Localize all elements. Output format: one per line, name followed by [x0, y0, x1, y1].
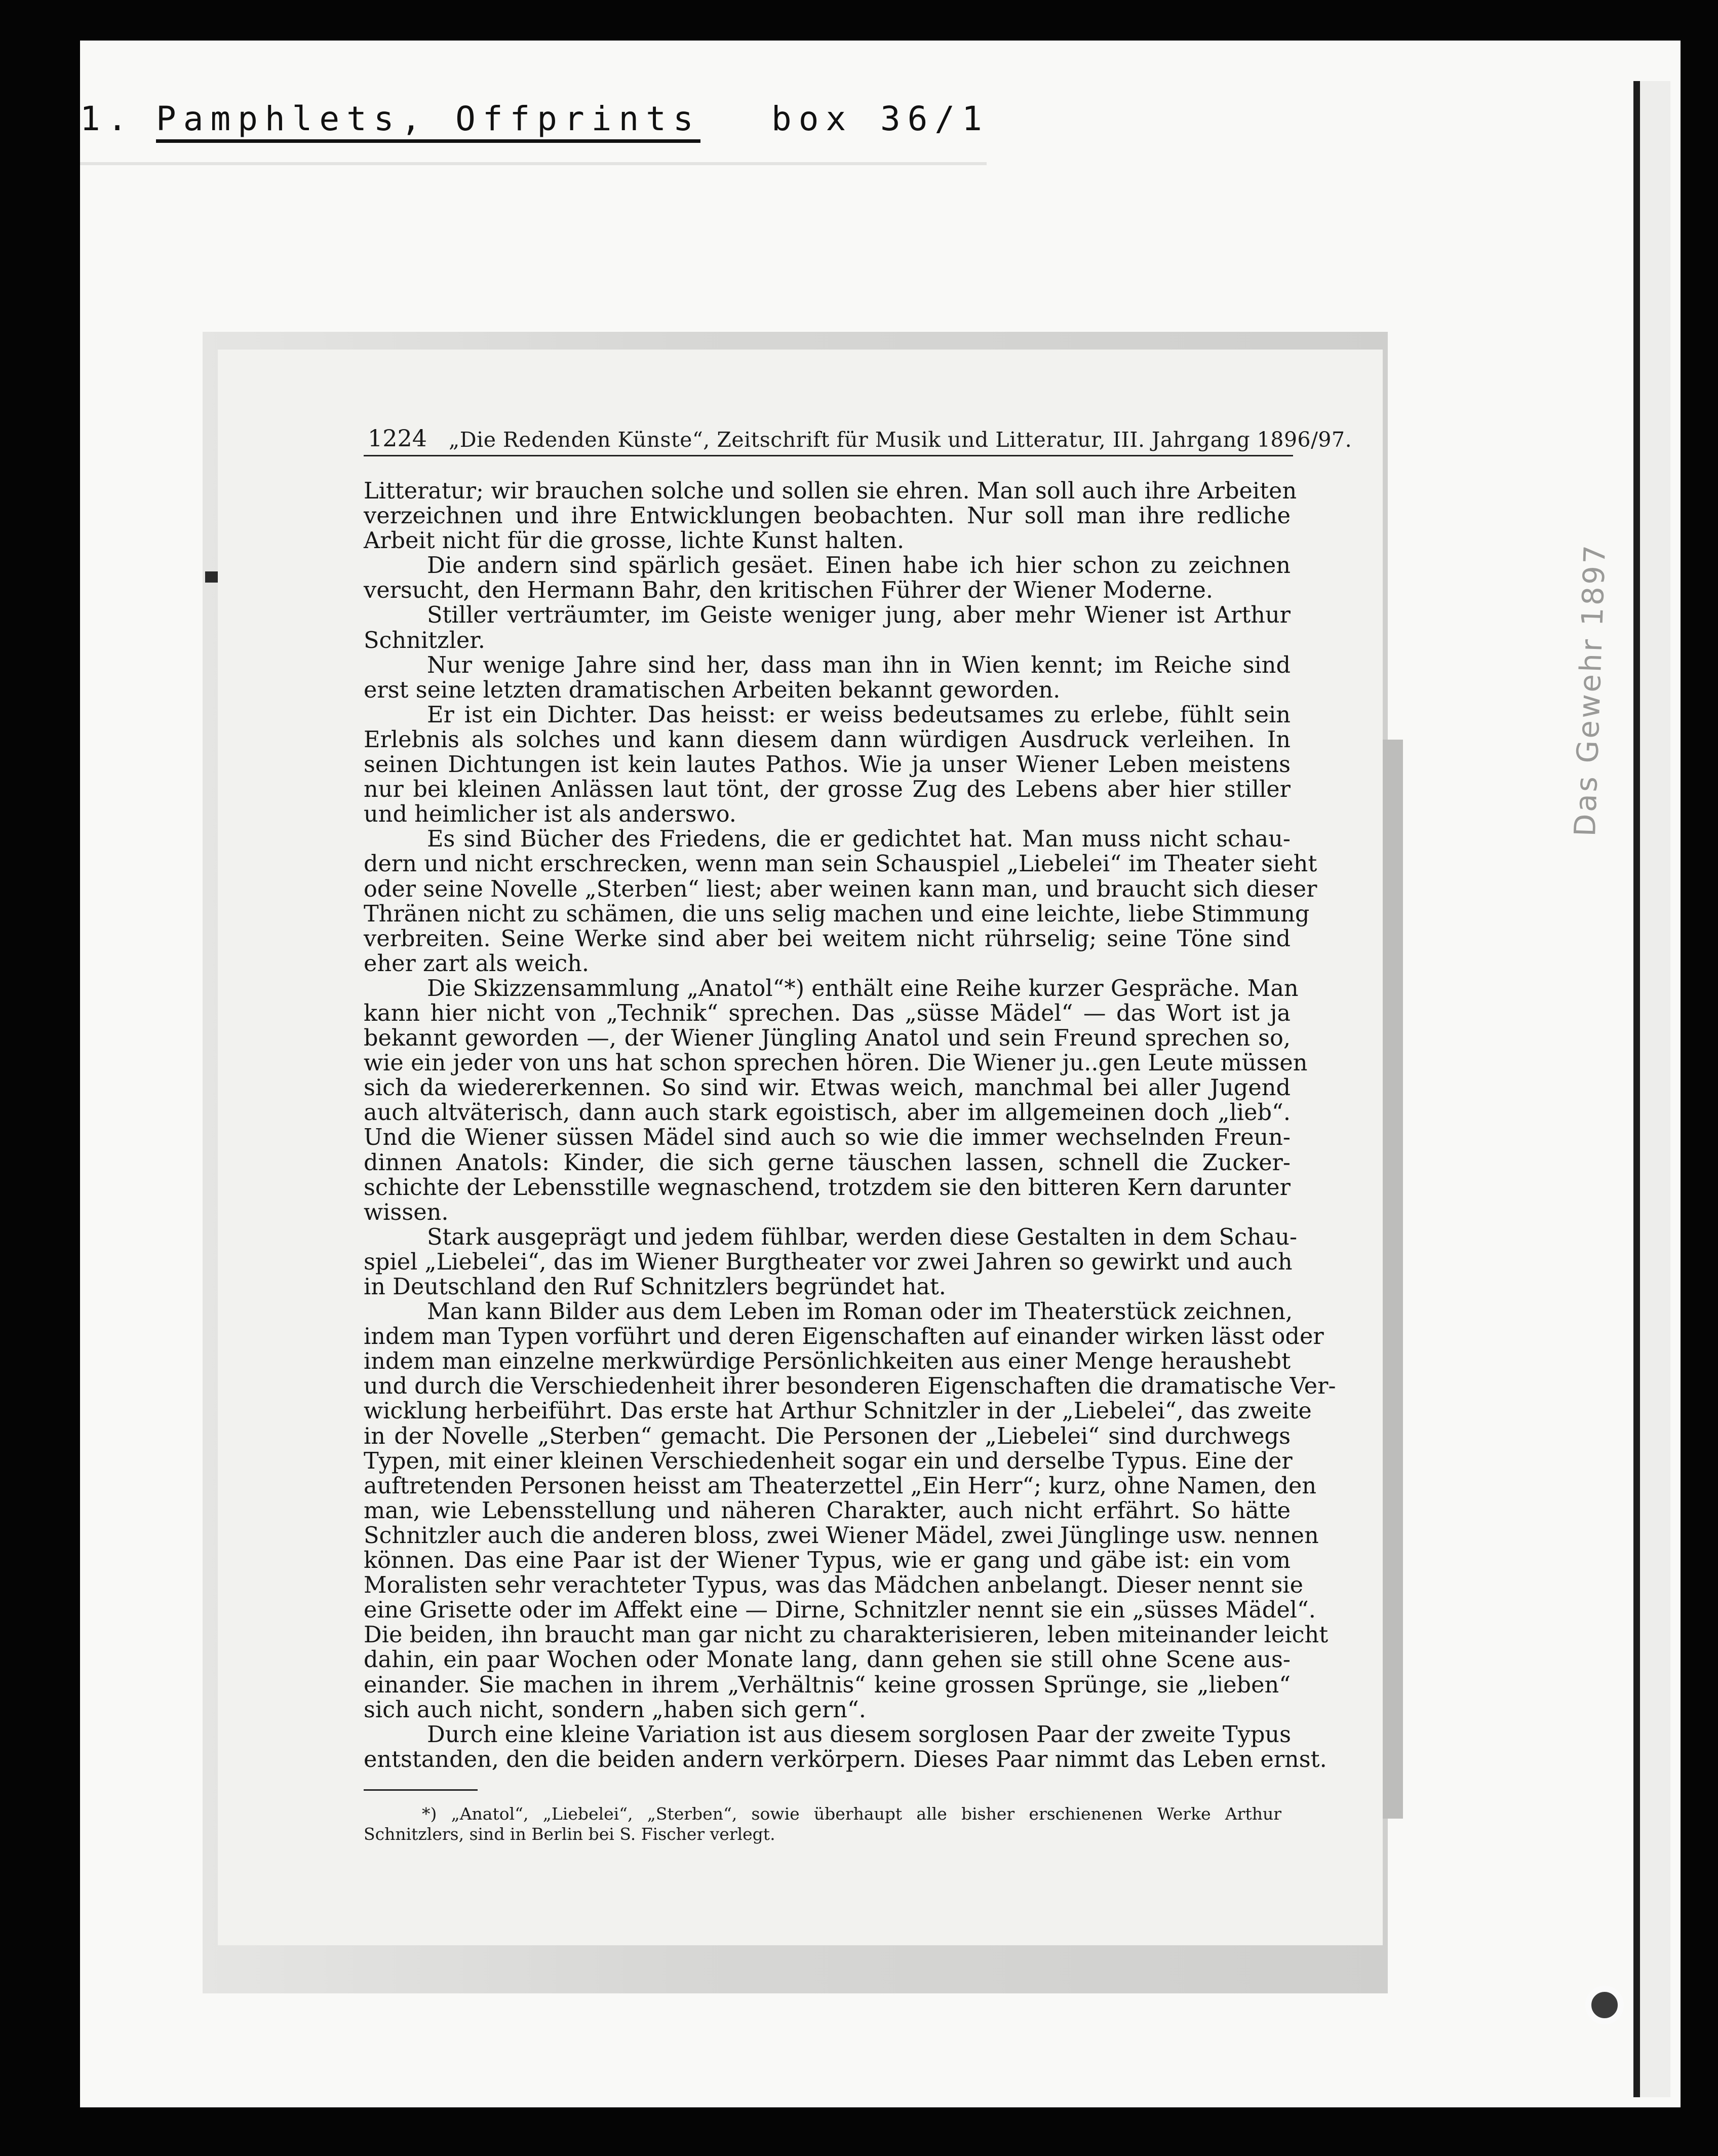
text-line: schichte der Lebensstille wegnaschend, trotzdem sie den bitteren Kern darunter [364, 1174, 1291, 1201]
text-line: dahin, ein paar Wochen oder Monate lang, dann gehen sie still ohne Scene aus- [364, 1646, 1291, 1673]
text-line: Die andern sind spärlich gesäet. Einen habe ich hier schon zu zeichnen [427, 552, 1291, 579]
text-line: indem man Typen vorführt und deren Eigenschaften auf einander wirken lässt oder [364, 1323, 1324, 1350]
footnote-line: *) „Anatol“, „Liebelei“, „Sterben“, sowie überhaupt alle bisher erschienenen Werke Arthur [422, 1804, 1281, 1824]
text-line: und durch die Verschiedenheit ihrer besonderen Eigenschaften die dramatische Ver- [364, 1373, 1336, 1400]
text-line: eine Grisette oder im Affekt eine — Dirne, Schnitzler nennt sie ein „süsses Mädel“. [364, 1597, 1316, 1624]
article-body [364, 478, 1336, 1773]
text-line: in der Novelle „Sterben“ gemacht. Die Personen der „Liebelei“ sind durchwegs [364, 1422, 1291, 1449]
text-line: kann hier nicht von „Technik“ sprechen. Das „süsse Mädel“ — das Wort ist ja [364, 999, 1291, 1026]
text-line: verbreiten. Seine Werke sind aber bei weitem nicht rührselig; seine Töne sind [364, 925, 1291, 952]
text-line: Und die Wiener süssen Mädel sind auch so wie die immer wechselnden Freun- [364, 1124, 1291, 1151]
text-line: auch altväterisch, dann auch stark egoistisch, aber im allgemeinen doch „lieb“. [364, 1099, 1291, 1126]
footnote-rule [364, 1789, 478, 1791]
text-line: oder seine Novelle „Sterben“ liest; aber weinen kann man, und braucht sich dieser [364, 875, 1317, 902]
journal-title: „Die Redenden Künste“, Zeitschrift für Musik und Litteratur, III. Jahrgang 1896/97. [449, 428, 1352, 452]
text-line: dern und nicht erschrecken, wenn man sein Schauspiel „Liebelei“ im Theater sieht [364, 851, 1317, 877]
text-line: Thränen nicht zu schämen, die uns selig machen und eine leichte, liebe Stimmung [364, 900, 1310, 927]
page-number: 1224 [368, 425, 427, 452]
text-line: Litteratur; wir brauchen solche und sollen sie ehren. Man soll auch ihre Arbeiten [364, 478, 1297, 504]
text-line: Er ist ein Dichter. Das heisst: er weiss bedeutsames zu erlebe, fühlt sein [427, 701, 1291, 728]
text-line: Erlebnis als solches und kann diesem dann würdigen Ausdruck verleihen. In [364, 726, 1291, 753]
text-line: dinnen Anatols: Kinder, die sich gerne täuschen lassen, schnell die Zucker- [364, 1149, 1291, 1176]
text-line: wissen. [364, 1199, 449, 1225]
text-line: Schnitzler. [364, 627, 485, 653]
margin-handwriting: Das Gewehr 1897 [1568, 543, 1613, 837]
text-line: Schnitzler auch die anderen bloss, zwei Wiener Mädel, zwei Jünglinge usw. nennen [364, 1522, 1319, 1549]
text-line: Typen, mit einer kleinen Verschiedenheit sogar ein und derselbe Typus. Eine der [364, 1447, 1293, 1474]
text-line: Nur wenige Jahre sind her, dass man ihn in Wien kennt; im Reiche sind [427, 651, 1291, 678]
archive-label-box: box 36/1 [771, 99, 989, 138]
text-line: wicklung herbeiführt. Das erste hat Arthur Schnitzler in der „Liebelei“, das zweite [364, 1398, 1312, 1424]
footnote [364, 1804, 1281, 1844]
text-line: in Deutschland den Ruf Schnitzlers begründet hat. [364, 1274, 946, 1300]
text-line: Stark ausgeprägt und jedem fühlbar, werden diese Gestalten in dem Schau- [427, 1223, 1298, 1250]
text-line: Durch eine kleine Variation ist aus diesem sorglosen Paar der zweite Typus [427, 1721, 1292, 1748]
text-line: auftretenden Personen heisst am Theaterzettel „Ein Herr“; kurz, ohne Namen, den [364, 1472, 1317, 1499]
text-line: Die Skizzensammlung „Anatol“*) enthält eine Reihe kurzer Gespräche. Man [427, 975, 1299, 1002]
archive-label [80, 99, 987, 155]
footnote-line: Schnitzlers, sind in Berlin bei S. Fischer verlegt. [364, 1824, 775, 1844]
text-line: entstanden, den die beiden andern verkörpern. Dieses Paar nimmt das Leben ernst. [364, 1746, 1327, 1773]
punch-hole-icon [1585, 1986, 1624, 2024]
text-line: seinen Dichtungen ist kein lautes Pathos. Wie ja unser Wiener Leben meistens [364, 751, 1291, 778]
header-rule [364, 455, 1293, 456]
text-line: verzeichnen und ihre Entwicklungen beobachten. Nur soll man ihre redliche [364, 503, 1291, 529]
text-line: Arbeit nicht für die grosse, lichte Kunst halten. [364, 527, 905, 554]
text-line: einander. Sie machen in ihrem „Verhältnis“ keine grossen Sprünge, sie „lieben“ [364, 1671, 1291, 1698]
card-edge-shadow [1633, 81, 1641, 2097]
text-line: spiel „Liebelei“, das im Wiener Burgtheater vor zwei Jahren so gewirkt und auch [364, 1248, 1293, 1275]
text-line: wie ein jeder von uns hat schon sprechen hören. Die Wiener ju..gen Leute müssen [364, 1050, 1308, 1076]
text-line: Man kann Bilder aus dem Leben im Roman oder im Theaterstück zeichnen, [427, 1298, 1293, 1325]
text-line: eher zart als weich. [364, 950, 590, 977]
label-strip [80, 162, 987, 165]
text-line: Moralisten sehr verachteter Typus, was das Mädchen anbelangt. Dieser nennt sie [364, 1572, 1304, 1599]
card-edge-margin [1640, 81, 1670, 2097]
text-line: sich da wiedererkennen. So sind wir. Etwas weich, manchmal bei aller Jugend [364, 1074, 1291, 1101]
archive-label-title: Pamphlets, Offprints [156, 99, 700, 143]
text-line: man, wie Lebensstellung und näheren Charakter, auch nicht erfährt. So hätte [364, 1497, 1291, 1524]
text-line: Stiller verträumter, im Geiste weniger jung, aber mehr Wiener ist Arthur [427, 602, 1291, 629]
text-line: Die beiden, ihn braucht man gar nicht zu charakterisieren, leben miteinander leicht [364, 1622, 1329, 1648]
text-line: bekannt geworden —, der Wiener Jüngling Anatol und sein Freund sprechen so, [364, 1025, 1291, 1052]
archive-label-number: 1. [80, 99, 135, 138]
text-line: können. Das eine Paar ist der Wiener Typus, wie er gang und gäbe ist: ein vom [364, 1547, 1291, 1574]
text-line: erst seine letzten dramatischen Arbeiten bekannt geworden. [364, 676, 1061, 703]
running-head [364, 425, 1352, 455]
text-line: sich auch nicht, sondern „haben sich gern“. [364, 1696, 866, 1723]
text-line: versucht, den Hermann Bahr, den kritischen Führer der Wiener Moderne. [364, 577, 1214, 604]
text-line: und heimlicher ist als anderswo. [364, 801, 736, 828]
text-line: nur bei kleinen Anlässen laut tönt, der grosse Zug des Lebens aber hier stiller [364, 776, 1291, 803]
text-line: indem man einzelne merkwürdige Persönlichkeiten aus einer Menge heraushebt [364, 1348, 1291, 1375]
text-line: Es sind Bücher des Friedens, die er gedichtet hat. Man muss nicht schau- [427, 826, 1291, 853]
